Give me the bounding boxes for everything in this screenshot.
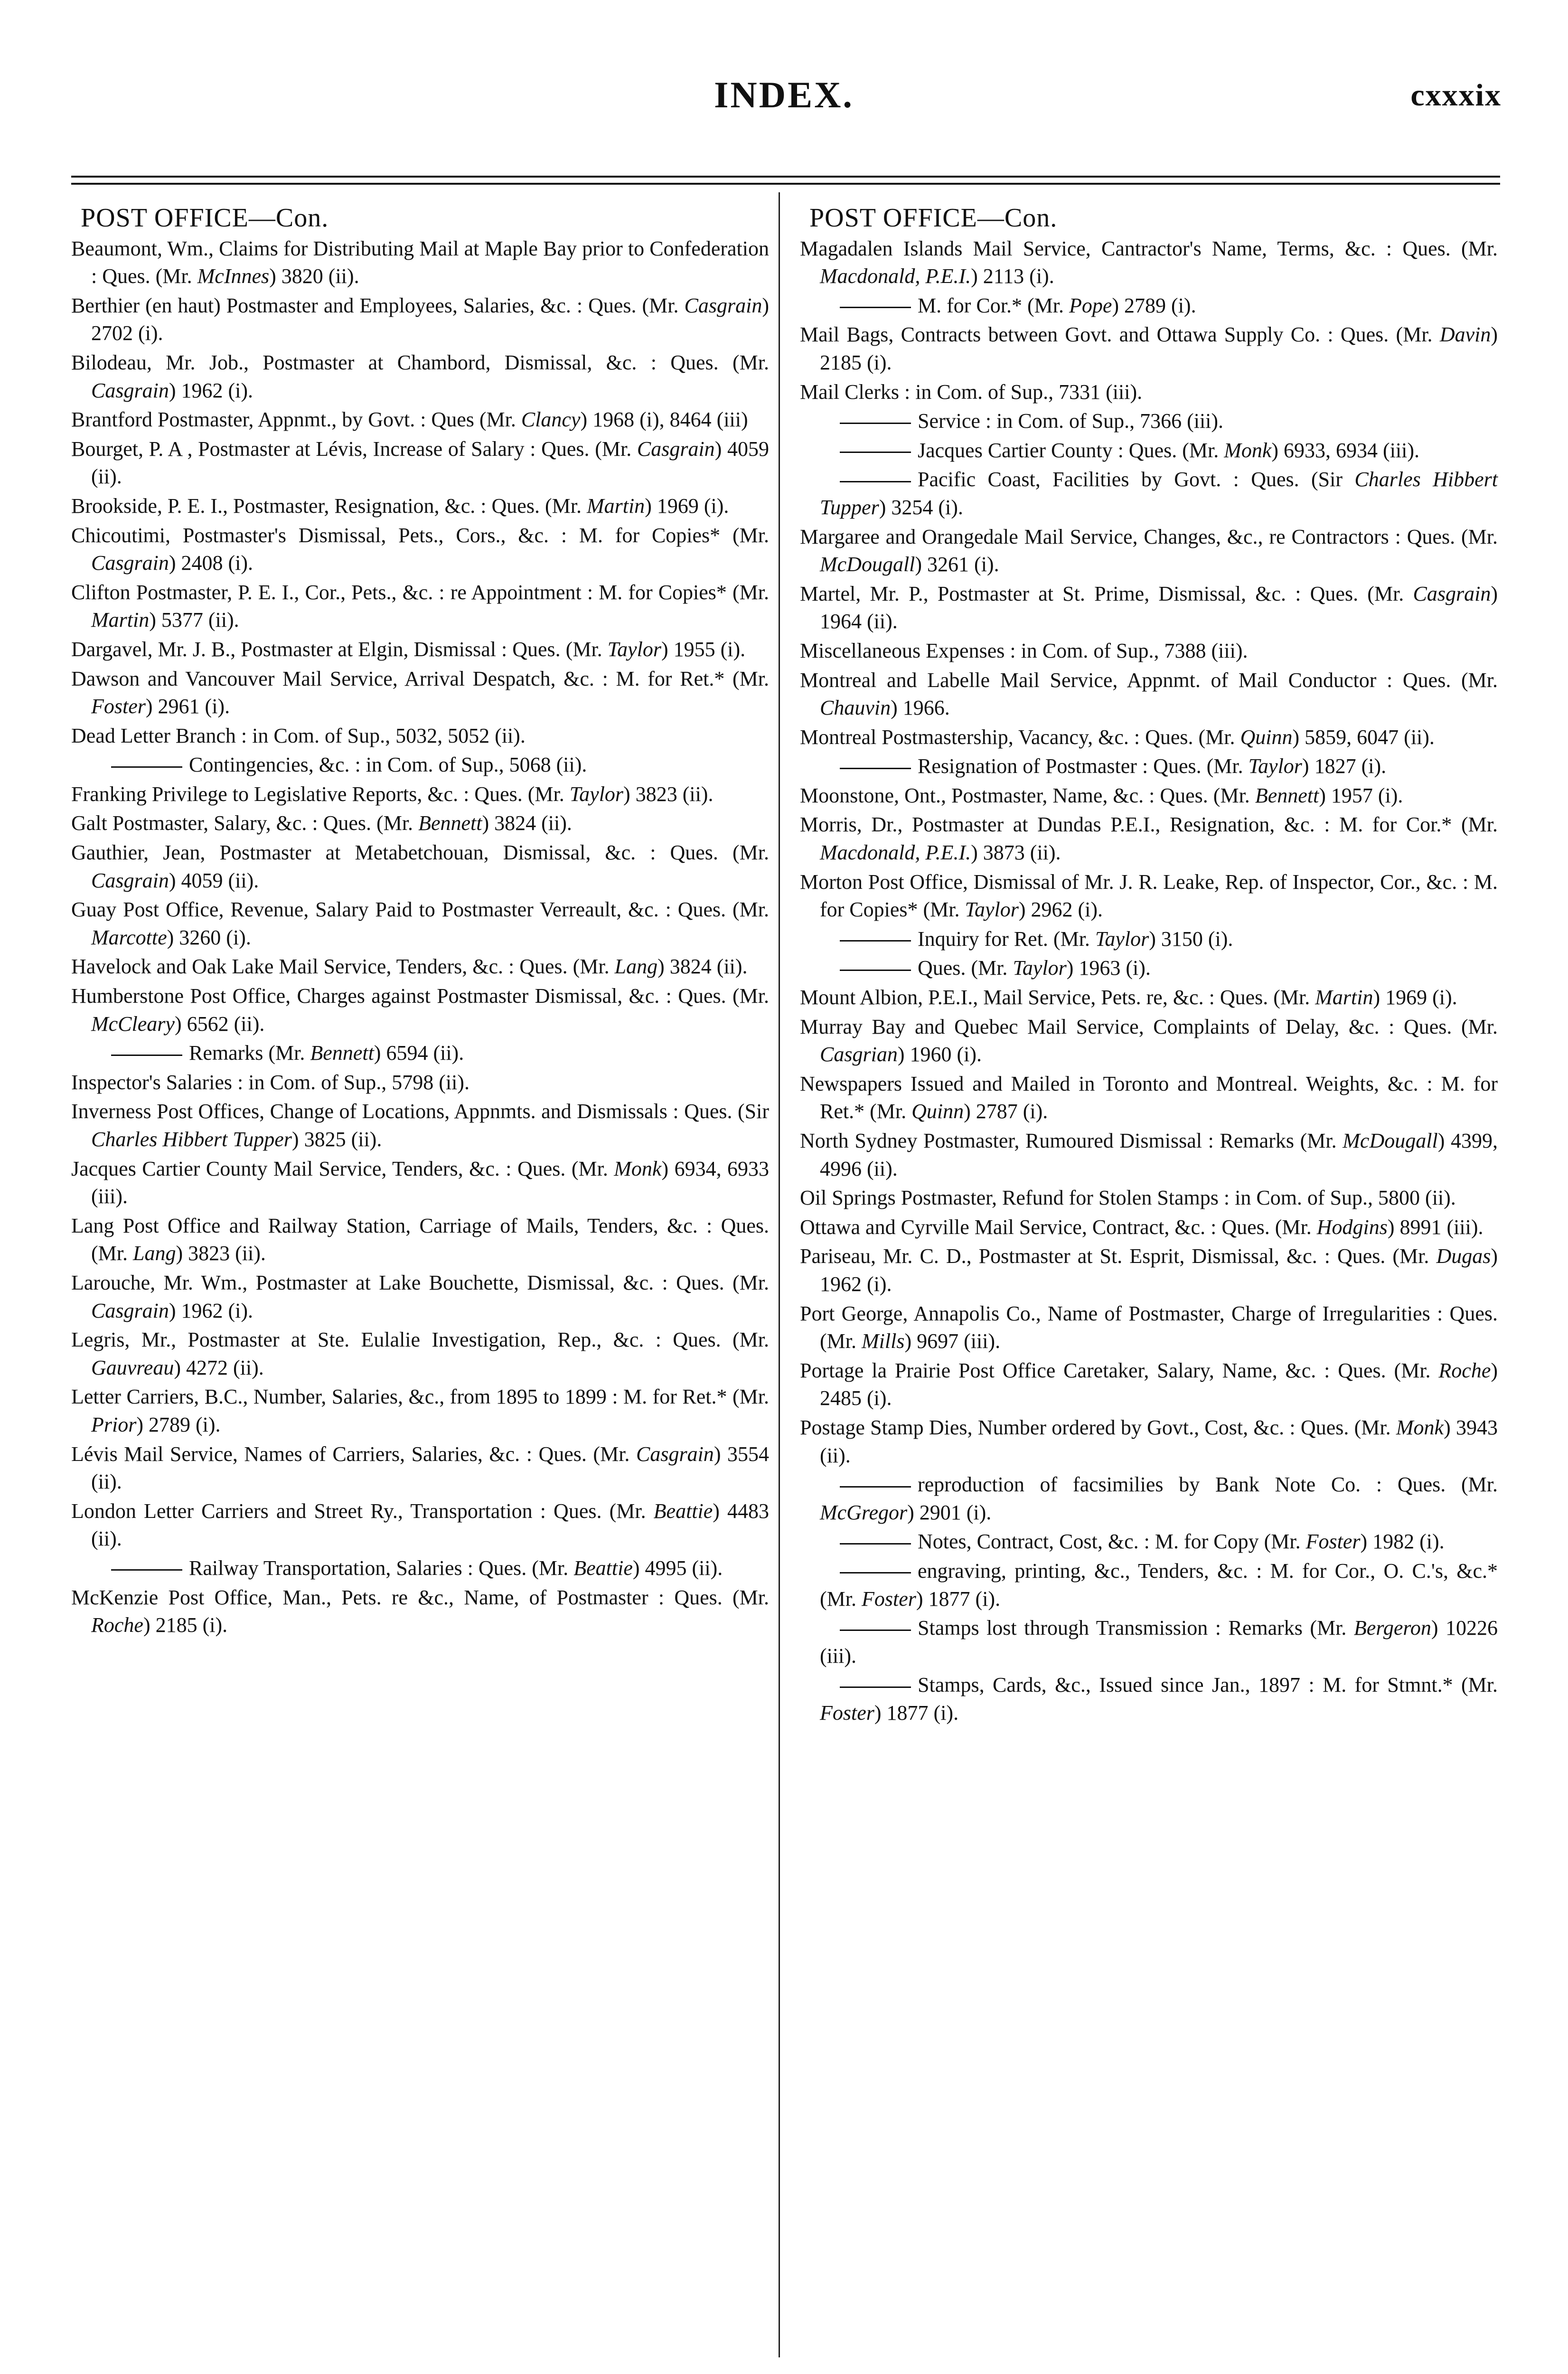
entry-text: Stamps lost through Transmission : Remarks (Mr.	[918, 1616, 1354, 1640]
continuation-dash	[840, 307, 911, 308]
index-entry	[71, 1441, 769, 1496]
page-reference: ) 4399, 4996 (ii).	[820, 1129, 1498, 1180]
index-entry	[71, 522, 769, 577]
page-reference: ) 1877 (i).	[916, 1587, 1001, 1611]
page-reference: ) 2789 (i).	[1112, 293, 1196, 317]
entry-text: Oil Springs Postmaster, Refund for Stolen Stamps : in Com. of Sup., 5800 (ii).	[800, 1186, 1456, 1210]
entry-text: M. for Cor.* (Mr.	[918, 293, 1069, 317]
index-entry	[71, 1269, 769, 1325]
continuation-dash	[840, 481, 911, 482]
page-reference: ) 3823 (ii).	[176, 1242, 266, 1265]
page-reference: ) 3823 (ii).	[623, 782, 714, 806]
column-divider	[779, 192, 780, 2357]
entry-text: Magadalen Islands Mail Service, Cantractor's Name, Terms, &c. : Ques. (Mr.	[800, 236, 1498, 260]
index-entry	[800, 437, 1498, 465]
index-entry	[71, 810, 769, 838]
page-reference: ) 2789 (i).	[136, 1413, 221, 1436]
entry-text: Guay Post Office, Revenue, Salary Paid to Postmaster Verreault, &c. : Ques. (Mr.	[71, 898, 769, 922]
member-name: Martin	[1315, 986, 1373, 1009]
entry-text: Lévis Mail Service, Names of Carriers, Salaries, &c. : Ques. (Mr.	[71, 1442, 636, 1466]
member-name: Casgrian	[820, 1043, 898, 1066]
index-entry	[71, 665, 769, 721]
page-reference: ) 6594 (ii).	[374, 1041, 464, 1065]
section-heading-right: POST OFFICE—Con.	[809, 203, 1058, 233]
page-reference: ) 1968 (i), 8464 (iii)	[580, 408, 748, 432]
continuation-dash	[840, 1686, 911, 1688]
page-reference: ) 1969 (i).	[645, 494, 729, 518]
member-name: Martin	[91, 608, 150, 632]
page-reference: ) 1960 (i).	[897, 1043, 982, 1066]
entry-text: London Letter Carriers and Street Ry., Transportation : Ques. (Mr.	[71, 1499, 654, 1523]
index-entry	[800, 811, 1498, 867]
member-name: Hodgins	[1316, 1215, 1388, 1239]
page-reference: ) 1969 (i).	[1373, 986, 1457, 1009]
index-entry	[800, 1357, 1498, 1413]
index-entry	[800, 1557, 1498, 1613]
entry-text: Jacques Cartier County Mail Service, Tenders, &c. : Ques. (Mr.	[71, 1157, 614, 1180]
entry-text: Clifton Postmaster, P. E. I., Cor., Pets., &c. : re Appointment : M. for Copies* (Mr.	[71, 580, 769, 604]
entry-text: Dead Letter Branch : in Com. of Sup., 5032, 5052 (ii).	[71, 724, 526, 747]
page-reference: ) 3254 (i).	[879, 495, 963, 519]
entry-text: Morton Post Office, Dismissal of Mr. J. R. Leake, Rep. of Inspector, Cor., &c. : M. for Copies* (Mr.	[800, 870, 1498, 922]
member-name: Lang	[614, 955, 658, 979]
index-entry	[800, 925, 1498, 953]
member-name: Davin	[1439, 323, 1491, 347]
page-reference: ) 1962 (i).	[169, 1299, 254, 1322]
continuation-dash	[840, 768, 911, 769]
header-rule-bottom	[71, 183, 1500, 185]
continuation-dash	[111, 1055, 182, 1056]
member-name: Taylor	[569, 782, 624, 806]
entry-text: Montreal Postmastership, Vacancy, &c. : Ques. (Mr.	[800, 725, 1240, 749]
member-name: Beattie	[573, 1556, 633, 1580]
page-number: cxxxix	[1410, 78, 1502, 113]
entry-text: Newspapers Issued and Mailed in Toronto and Montreal. Weights, &c. : M. for Ret.* (Mr.	[800, 1072, 1498, 1123]
member-name: McDougall	[820, 553, 915, 576]
member-name: Foster	[820, 1701, 874, 1724]
entry-text: Mount Albion, P.E.I., Mail Service, Pets. re, &c. : Ques. (Mr.	[800, 986, 1315, 1009]
page-reference: ) 1964 (ii).	[820, 582, 1498, 633]
member-name: McCleary	[91, 1012, 175, 1036]
continuation-dash	[840, 423, 911, 424]
page-reference: ) 3261 (i).	[915, 553, 999, 576]
member-name: Roche	[1438, 1358, 1491, 1382]
index-entry	[800, 667, 1498, 722]
left-column	[71, 204, 769, 1641]
index-entry	[800, 466, 1498, 521]
index-entry	[71, 435, 769, 491]
page-reference: ) 4059 (ii).	[169, 868, 259, 892]
member-name: Mills	[862, 1329, 905, 1353]
member-name: Monk	[1224, 438, 1272, 462]
index-entry	[800, 1614, 1498, 1670]
entry-text: Gauthier, Jean, Postmaster at Metabetchouan, Dismissal, &c. : Ques. (Mr.	[71, 841, 769, 865]
index-entry	[71, 235, 769, 291]
page-reference: ) 3873 (ii).	[971, 841, 1061, 865]
index-entry	[800, 1300, 1498, 1356]
page-reference: ) 2702 (i).	[91, 293, 769, 345]
member-name: Pope	[1069, 293, 1112, 317]
index-entry	[800, 292, 1498, 320]
index-entry	[71, 1326, 769, 1382]
entry-text: Galt Postmaster, Salary, &c. : Ques. (Mr.	[71, 811, 419, 835]
member-name: Taylor	[1095, 927, 1149, 951]
member-name: Charles Hibbert Tupper	[91, 1128, 292, 1151]
entry-text: Bourget, P. A , Postmaster at Lévis, Increase of Salary : Ques. (Mr.	[71, 437, 637, 461]
page-reference: ) 1827 (i).	[1302, 754, 1387, 778]
entry-text: Bilodeau, Mr. Job., Postmaster at Chambord, Dismissal, &c. : Ques. (Mr.	[71, 350, 769, 374]
index-entry	[800, 407, 1498, 435]
page-reference: ) 3820 (ii).	[269, 264, 359, 288]
member-name: McGregor	[820, 1500, 908, 1524]
page-reference: ) 1963 (i).	[1066, 956, 1151, 980]
page-reference: ) 10226 (iii).	[820, 1616, 1498, 1667]
page-reference: ) 1966.	[891, 696, 950, 720]
page-reference: ) 6933, 6934 (iii).	[1271, 438, 1420, 462]
continuation-dash	[840, 1630, 911, 1631]
member-name: Casgrain	[684, 293, 762, 317]
index-entry	[71, 896, 769, 951]
member-name: Chauvin	[820, 696, 891, 720]
page-reference: ) 2185 (i).	[820, 323, 1498, 374]
entry-text: Berthier (en haut) Postmaster and Employees, Salaries, &c. : Ques. (Mr.	[71, 293, 685, 317]
entry-text: Morris, Dr., Postmaster at Dundas P.E.I., Resignation, &c. : M. for Cor.* (Mr.	[800, 813, 1498, 837]
entry-text: Pariseau, Mr. C. D., Postmaster at St. Esprit, Dismissal, &c. : Ques. (Mr.	[800, 1244, 1437, 1268]
page-reference: ) 1877 (i).	[874, 1701, 959, 1724]
index-entry	[71, 781, 769, 809]
page-reference: ) 3260 (i).	[167, 925, 251, 949]
page-reference: ) 5377 (ii).	[149, 608, 239, 632]
page-reference: ) 5859, 6047 (ii).	[1292, 725, 1435, 749]
index-entry	[71, 1098, 769, 1153]
left-entry-list	[71, 235, 769, 1639]
member-name: Roche	[91, 1613, 143, 1637]
entry-text: Montreal and Labelle Mail Service, Appnmt. of Mail Conductor : Ques. (Mr.	[800, 668, 1498, 692]
entry-text: Ques. (Mr.	[918, 956, 1013, 980]
entry-text: Letter Carriers, B.C., Number, Salaries, &c., from 1895 to 1899 : M. for Ret.* (Mr.	[71, 1385, 769, 1409]
member-name: Taylor	[1013, 956, 1067, 980]
page-reference: ) 1982 (i).	[1360, 1530, 1445, 1554]
member-name: Dugas	[1436, 1244, 1491, 1268]
index-entry	[71, 1212, 769, 1268]
entry-text: Stamps, Cards, &c., Issued since Jan., 1897 : M. for Stmnt.* (Mr.	[918, 1673, 1498, 1697]
member-name: Lang	[133, 1242, 176, 1265]
entry-text: Remarks (Mr.	[189, 1041, 310, 1065]
member-name: Gauvreau	[91, 1356, 174, 1379]
continuation-dash	[840, 452, 911, 453]
member-name: McDougall	[1343, 1129, 1438, 1152]
page-reference: ) 3554 (ii).	[91, 1442, 770, 1494]
member-name: Quinn	[1240, 725, 1293, 749]
index-entry	[800, 1127, 1498, 1183]
member-name: Charles Hibbert Tupper	[820, 468, 1498, 519]
index-entry	[800, 868, 1498, 924]
member-name: Beattie	[653, 1499, 713, 1523]
page-reference: ) 3824 (ii).	[482, 811, 572, 835]
index-entry	[800, 580, 1498, 636]
page-reference: ) 4995 (ii).	[632, 1556, 723, 1580]
member-name: Monk	[1396, 1415, 1444, 1439]
page-reference: ) 1957 (i).	[1319, 783, 1403, 807]
entry-text: Havelock and Oak Lake Mail Service, Tenders, &c. : Ques. (Mr.	[71, 955, 615, 979]
index-entry	[71, 982, 769, 1038]
entry-text: Legris, Mr., Postmaster at Ste. Eulalie Investigation, Rep., &c. : Ques. (Mr.	[71, 1328, 769, 1352]
page-reference: ) 1962 (i).	[820, 1244, 1498, 1296]
page-reference: ) 2485 (i).	[820, 1358, 1498, 1410]
entry-text: Martel, Mr. P., Postmaster at St. Prime, Dismissal, &c. : Ques. (Mr.	[800, 582, 1413, 605]
page-reference: ) 2901 (i).	[907, 1500, 992, 1524]
index-entry	[800, 753, 1498, 781]
index-entry	[800, 1070, 1498, 1126]
member-name: Casgrain	[1413, 582, 1491, 605]
page-reference: ) 3943 (ii).	[820, 1415, 1498, 1467]
page-reference: ) 2961 (i).	[145, 695, 230, 718]
page-header	[0, 74, 1568, 135]
member-name: Bennett	[418, 811, 482, 835]
page-reference: ) 6934, 6933 (iii).	[91, 1157, 770, 1208]
index-entry	[800, 637, 1498, 665]
entry-text: Ottawa and Cyrville Mail Service, Contract, &c. : Ques. (Mr.	[800, 1215, 1317, 1239]
index-entry	[800, 1243, 1498, 1298]
entry-text: Brantford Postmaster, Appnmt., by Govt. : Ques (Mr.	[71, 408, 521, 432]
index-entry	[800, 523, 1498, 579]
member-name: Casgrain	[91, 868, 169, 892]
entry-text: Mail Clerks : in Com. of Sup., 7331 (iii).	[800, 380, 1143, 404]
right-entry-list	[800, 235, 1498, 1727]
page-reference: ) 2962 (i).	[1018, 898, 1103, 922]
member-name: Casgrain	[636, 1442, 714, 1466]
entry-text: Dargavel, Mr. J. B., Postmaster at Elgin, Dismissal : Ques. (Mr.	[71, 637, 608, 661]
continuation-dash	[840, 1486, 911, 1488]
index-entry	[800, 321, 1498, 377]
index-entry	[800, 1013, 1498, 1069]
index-entry	[800, 1528, 1498, 1556]
entry-text: Larouche, Mr. Wm., Postmaster at Lake Bouchette, Dismissal, &c. : Ques. (Mr.	[71, 1271, 769, 1294]
page-reference: ) 4272 (ii).	[174, 1356, 264, 1379]
entry-text: Jacques Cartier County : Ques. (Mr.	[918, 438, 1224, 462]
entry-text: Port George, Annapolis Co., Name of Postmaster, Charge of Irregularities : Ques. (Mr.	[800, 1301, 1498, 1353]
entry-text: Miscellaneous Expenses : in Com. of Sup., 7388 (iii).	[800, 639, 1248, 662]
continuation-dash	[840, 940, 911, 942]
index-entry	[71, 1383, 769, 1439]
index-entry	[800, 1414, 1498, 1470]
entry-text: engraving, printing, &c., Tenders, &c. : M. for Cor., O. C.'s, &c.* (Mr.	[820, 1559, 1498, 1611]
member-name: Prior	[91, 1413, 137, 1436]
member-name: Quinn	[911, 1100, 964, 1123]
index-entry	[71, 1584, 769, 1639]
entry-text: Dawson and Vancouver Mail Service, Arrival Despatch, &c. : M. for Ret.* (Mr.	[71, 667, 769, 690]
index-entry	[71, 1498, 769, 1553]
continuation-dash	[111, 766, 182, 768]
entry-text: Murray Bay and Quebec Mail Service, Complaints of Delay, &c. : Ques. (Mr.	[800, 1015, 1498, 1038]
index-entry	[800, 1184, 1498, 1212]
page-title: INDEX.	[714, 74, 854, 115]
page-reference: ) 1955 (i).	[661, 637, 746, 661]
member-name: Macdonald, P.E.I.	[820, 841, 971, 865]
member-name: Taylor	[1248, 754, 1302, 778]
entry-text: Inspector's Salaries : in Com. of Sup., 5798 (ii).	[71, 1070, 469, 1094]
entry-text: Pacific Coast, Facilities by Govt. : Ques. (Sir	[918, 468, 1355, 491]
index-entry	[71, 492, 769, 520]
index-entry	[71, 953, 769, 981]
index-entry	[800, 984, 1498, 1012]
page-reference: ) 2185 (i).	[143, 1613, 228, 1637]
member-name: Clancy	[521, 408, 581, 432]
page-reference: ) 4483 (ii).	[91, 1499, 769, 1551]
right-column	[800, 204, 1498, 1728]
index-entry	[71, 751, 769, 779]
page-reference: ) 6562 (ii).	[174, 1012, 265, 1036]
index-entry	[71, 406, 769, 434]
index-entry	[800, 724, 1498, 752]
entry-text: Franking Privilege to Legislative Reports, &c. : Ques. (Mr.	[71, 782, 570, 806]
entry-text: Contingencies, &c. : in Com. of Sup., 5068 (ii).	[189, 753, 587, 777]
member-name: Casgrain	[91, 551, 169, 575]
page-reference: ) 8991 (iii).	[1387, 1215, 1483, 1239]
index-entry	[800, 1471, 1498, 1526]
page-reference: ) 3824 (ii).	[657, 955, 748, 979]
index-entry	[71, 349, 769, 405]
entry-text: Postage Stamp Dies, Number ordered by Govt., Cost, &c. : Ques. (Mr.	[800, 1415, 1396, 1439]
entry-text: McKenzie Post Office, Man., Pets. re &c., Name, of Postmaster : Ques. (Mr.	[71, 1585, 769, 1609]
index-entry	[800, 782, 1498, 810]
index-entry	[71, 1554, 769, 1583]
entry-text: Margaree and Orangedale Mail Service, Changes, &c., re Contractors : Ques. (Mr.	[800, 525, 1498, 548]
member-name: Foster	[862, 1587, 916, 1611]
entry-text: Inverness Post Offices, Change of Locations, Appnmts. and Dismissals : Ques. (Sir	[71, 1100, 769, 1123]
index-entry	[800, 1214, 1498, 1242]
entry-text: Service : in Com. of Sup., 7366 (iii).	[918, 409, 1224, 433]
member-name: Martin	[586, 494, 645, 518]
page-reference: ) 3825 (ii).	[291, 1128, 382, 1151]
index-entry	[71, 1039, 769, 1067]
index-entry	[800, 235, 1498, 291]
entry-text: Railway Transportation, Salaries : Ques. (Mr.	[189, 1556, 574, 1580]
continuation-dash	[840, 1543, 911, 1545]
member-name: Bennett	[310, 1041, 374, 1065]
index-entry	[800, 1671, 1498, 1727]
page-reference: ) 4059 (ii).	[91, 437, 769, 489]
entry-text: Humberstone Post Office, Charges against Postmaster Dismissal, &c. : Ques. (Mr.	[71, 984, 769, 1008]
entry-text: Chicoutimi, Postmaster's Dismissal, Pets., Cors., &c. : M. for Copies* (Mr.	[71, 523, 769, 547]
entry-text: Portage la Prairie Post Office Caretaker, Salary, Name, &c. : Ques. (Mr.	[800, 1358, 1439, 1382]
entry-text: Moonstone, Ont., Postmaster, Name, &c. : Ques. (Mr.	[800, 783, 1255, 807]
index-entry	[71, 579, 769, 634]
member-name: McInnes	[197, 264, 270, 288]
entry-text: Resignation of Postmaster : Ques. (Mr.	[918, 754, 1249, 778]
entry-text: North Sydney Postmaster, Rumoured Dismissal : Remarks (Mr.	[800, 1129, 1343, 1152]
index-entry	[71, 636, 769, 664]
member-name: Bennett	[1255, 783, 1319, 807]
page-reference: ) 1962 (i).	[169, 378, 254, 402]
entry-text: reproduction of facsimilies by Bank Note Co. : Ques. (Mr.	[918, 1473, 1498, 1497]
section-heading-left: POST OFFICE—Con.	[81, 203, 329, 233]
entry-text: Beaumont, Wm., Claims for Distributing Mail at Maple Bay prior to Confederation : Ques. (Mr.	[71, 236, 769, 288]
page-reference: ) 2787 (i).	[964, 1100, 1048, 1123]
header-rule-top	[71, 176, 1500, 178]
index-entry	[71, 1069, 769, 1097]
member-name: Foster	[91, 695, 146, 718]
member-name: Monk	[614, 1157, 662, 1180]
member-name: Foster	[1305, 1530, 1361, 1554]
index-entry	[71, 292, 769, 348]
entry-text: Inquiry for Ret. (Mr.	[918, 927, 1095, 951]
member-name: Casgrain	[91, 378, 169, 402]
entry-text: Lang Post Office and Railway Station, Carriage of Mails, Tenders, &c. : Ques. (Mr.	[71, 1214, 769, 1265]
member-name: Casgrain	[91, 1299, 169, 1322]
member-name: Marcotte	[91, 925, 167, 949]
continuation-dash	[840, 970, 911, 971]
member-name: Taylor	[607, 637, 661, 661]
member-name: Casgrain	[637, 437, 715, 461]
page-reference: ) 9697 (iii).	[904, 1329, 1001, 1353]
member-name: Macdonald, P.E.I.	[820, 264, 971, 288]
entry-text: Notes, Contract, Cost, &c. : M. for Copy (Mr.	[918, 1530, 1306, 1554]
index-entry	[71, 839, 769, 895]
continuation-dash	[840, 1572, 911, 1573]
entry-text: Mail Bags, Contracts between Govt. and Ottawa Supply Co. : Ques. (Mr.	[800, 323, 1440, 347]
page-reference: ) 2113 (i).	[971, 264, 1054, 288]
page-reference: ) 3150 (i).	[1149, 927, 1233, 951]
entry-text: Brookside, P. E. I., Postmaster, Resignation, &c. : Ques. (Mr.	[71, 494, 587, 518]
continuation-dash	[111, 1569, 182, 1571]
member-name: Bergeron	[1353, 1616, 1431, 1640]
index-entry	[71, 1155, 769, 1211]
index-entry	[800, 954, 1498, 982]
index-entry	[71, 722, 769, 750]
member-name: Taylor	[965, 898, 1019, 922]
index-entry	[800, 378, 1498, 406]
page-reference: ) 2408 (i).	[169, 551, 254, 575]
